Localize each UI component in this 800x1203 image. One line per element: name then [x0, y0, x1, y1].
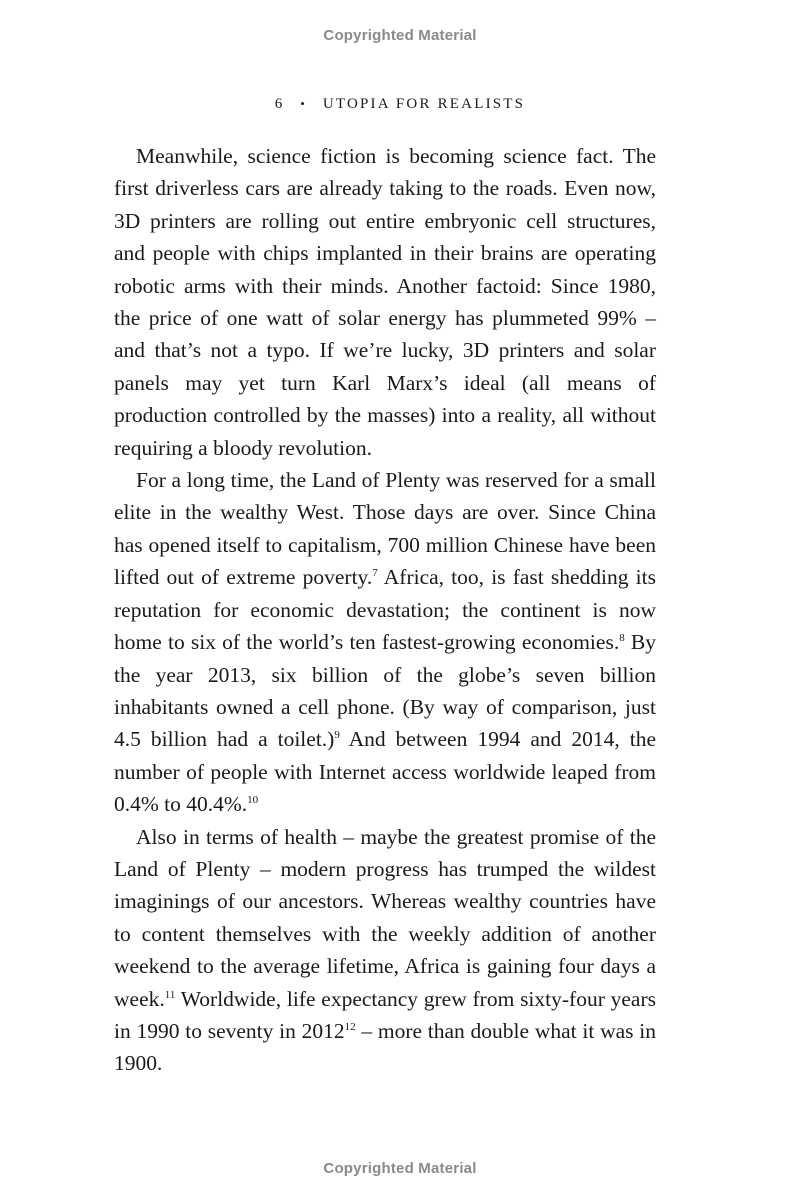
body-text: [114, 140, 656, 1080]
running-head: [0, 96, 800, 113]
text-run: Meanwhile, science fiction is becoming science fact. The first driverless cars are already taking to the roads. Even now, 3D printers are rolling out entire embryonic cell structures, and people with chips implanted in their brains are operating robotic arms with their minds. Another factoid: Since 1980, the price of one watt of solar energy has plummeted 99% – and that’s not a typo. If we’re lucky, 3D printers and solar panels may yet turn Karl Marx’s ideal (all means of production controlled by the masses) into a reality, all without requiring a bloody revolution.: [114, 144, 656, 460]
text-run: Also in terms of health – maybe the greatest promise of the Land of Plenty – modern progress has trumped the wildest imaginings of our ancestors. Whereas wealthy countries have to content themselves with the weekly addition of another weekend to the average lifetime, Africa is gaining four days a week.: [114, 824, 656, 1011]
text-run: Worldwide, life expectancy grew from sixty-four years in 1990 to seventy in 2012: [114, 986, 656, 1043]
page-number: 6: [274, 96, 283, 112]
paragraph: [114, 464, 656, 820]
footnote-marker: 12: [344, 1020, 356, 1033]
paragraph: [114, 140, 656, 464]
footnote-marker: 9: [334, 729, 340, 742]
paragraph: [114, 821, 656, 1080]
book-title: UTOPIA FOR REALISTS: [322, 96, 526, 112]
text-run: And between 1994 and 2014, the number of people with Internet access worldwide leaped from 0.4% to 40.4%.: [114, 727, 657, 817]
text-run: Africa, too, is fast shedding its reputation for economic devastation; the continent is now home to six of the world’s ten fastest-growing economies.: [114, 565, 656, 655]
copyright-watermark-top: Copyrighted Material: [323, 27, 477, 44]
copyright-watermark-bottom: Copyrighted Material: [323, 1160, 477, 1177]
footnote-marker: 11: [164, 988, 176, 1001]
footnote-marker: 7: [372, 567, 378, 580]
footnote-marker: 10: [247, 794, 259, 807]
footnote-marker: 8: [619, 632, 625, 645]
text-run: For a long time, the Land of Plenty was reserved for a small elite in the wealthy West. Those days are over. Since China has opened itself to capitalism, 700 million Chinese have been lifted out of extreme poverty.: [114, 468, 656, 590]
separator-bullet: •: [300, 96, 305, 111]
text-run: – more than double what it was in 1900.: [114, 1018, 656, 1076]
text-run: By the year 2013, six billion of the globe’s seven billion inhabitants owned a cell phone. (By way of comparison, just 4.5 billion had a toilet.): [114, 630, 656, 752]
